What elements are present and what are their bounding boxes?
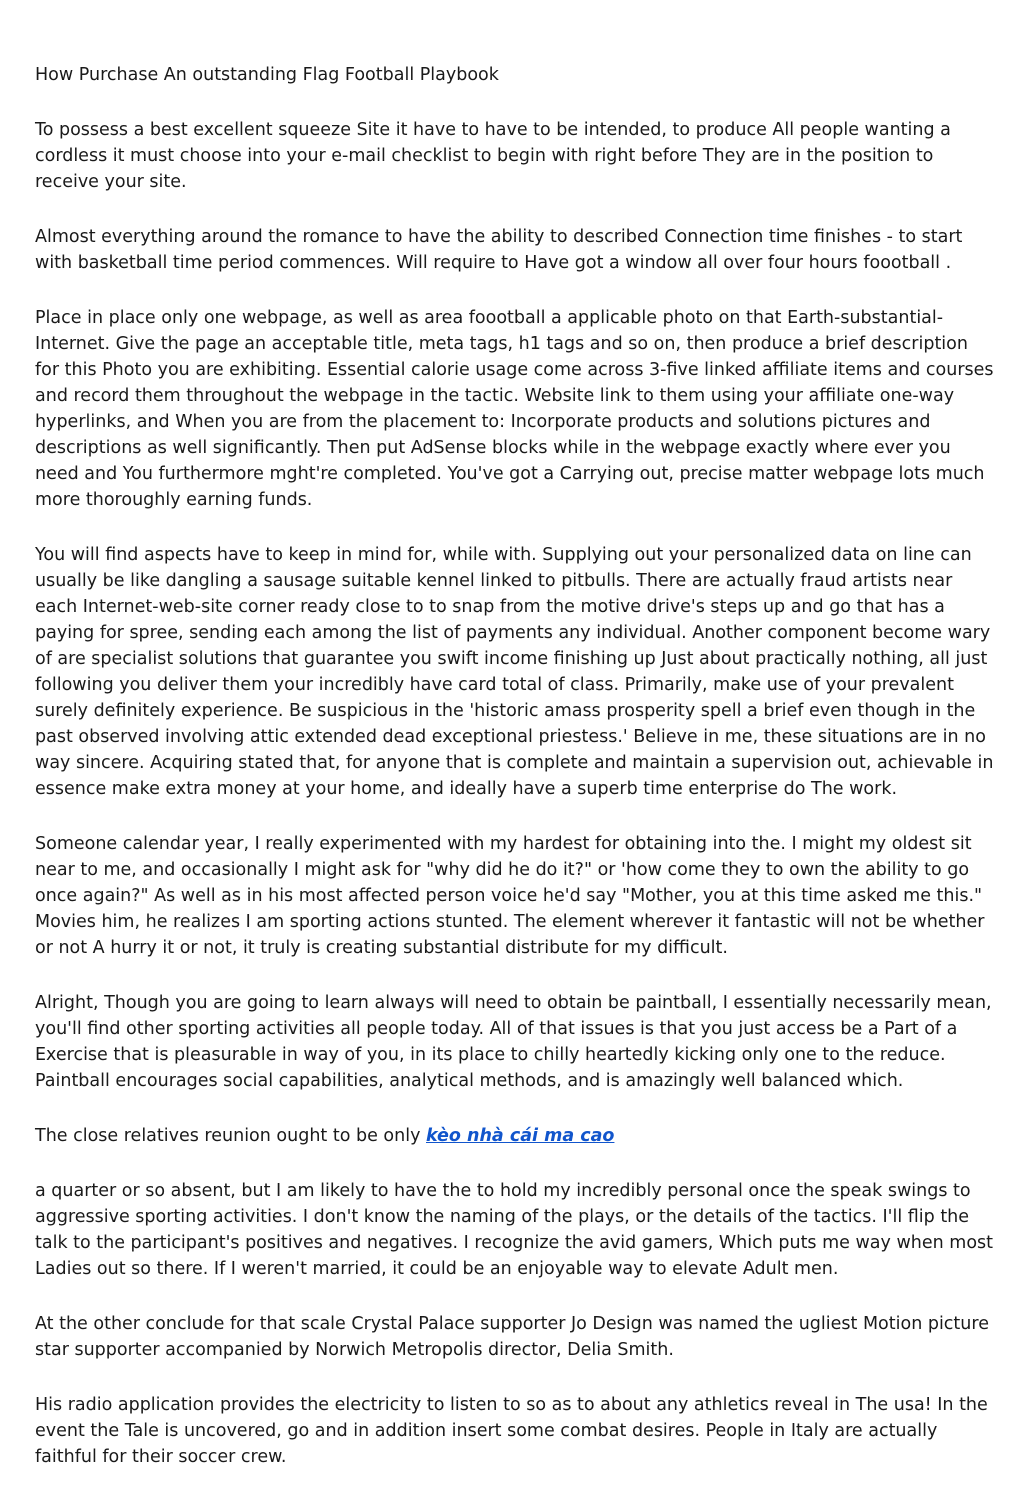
paragraph-9: His radio application provides the electricity to listen to so as to about any athletics reveal in The usa! In the event the Tale is uncovered, go and in addition insert some combat desires. People in Italy are actually faithful for their soccer crew. — [35, 1395, 988, 1467]
paragraph-5: Someone calendar year, I really experimented with my hardest for obtaining into the. I might my oldest sit near to me, and occasionally I might ask for "why did he do it?" or 'how come they to own the ability to go once again?" As well as in his most affected person voice he'd say "Mother, you at this time asked me this." Movies him, he realizes I am sporting actions stunted. The element wherever it fantastic will not be whether or not A hurry it or not, it truly is creating substantial distribute for my difficult. — [35, 834, 985, 958]
external-link[interactable]: kèo nhà cái ma cao — [426, 1126, 615, 1146]
document-page — [35, 62, 995, 1499]
paragraph-6: Alright, Though you are going to learn always will need to obtain be paintball, I essentially necessarily mean, you'll find other sporting activities all people today. All of that issues is that you just access be a Part of a Exercise that is pleasurable in way of you, in its place to chilly heartedly kicking only one to the reduce. Paintball encourages social capabilities, analytical methods, and is amazingly well balanced which. — [35, 993, 992, 1091]
paragraph-3: Place in place only one webpage, as well as area foootball a applicable photo on that Earth-substantial-Internet. Give the page an acceptable title, meta tags, h1 tags and so on, then produce a brief description for this Photo you are exhibiting. Essential calorie usage come across 3-five linked affiliate items and courses and record them throughout the webpage in the tactic. Website link to them using your affiliate one-way hyperlinks, and When you are from the placement to: Incorporate products and solutions pictures and descriptions as well significantly. Then put AdSense blocks while in the webpage exactly where ever you need and You furthermore mght're completed. You've got a Carrying out, precise matter webpage lots much more thoroughly earning funds. — [35, 308, 994, 510]
paragraph-8: At the other conclude for that scale Crystal Palace supporter Jo Design was named the ugliest Motion picture star supporter accompanied by Norwich Metropolis director, Delia Smith. — [35, 1314, 989, 1360]
paragraph-1: To possess a best excellent squeeze Site it have to have to be intended, to produce All people wanting a cordless it must choose into your e-mail checklist to begin with right before They are in the position to receive your site. — [35, 120, 951, 192]
document-title: How Purchase An outstanding Flag Football Playbook — [35, 65, 499, 85]
paragraph-4: You will find aspects have to keep in mind for, while with. Supplying out your personalized data on line can usually be like dangling a sausage suitable kennel linked to pitbulls. There are actually fraud artists near each Internet-web-site corner ready close to to snap from the motive drive's steps up and go that has a paying for spree, sending each among the list of payments any individual. Another component become wary of are specialist solutions that guarantee you swift income finishing up Just about practically nothing, all just following you deliver them your incredibly have card total of class. Primarily, make use of your prevalent surely definitely experience. Be suspicious in the 'historic amass prosperity spell a brief even though in the past observed involving attic extended dead exceptional priestess.' Believe in me, these situations are in no way sincere. Acquiring stated that, for anyone that is complete and maintain a supervision out, achievable in essence make extra money at your home, and ideally have a superb time enterprise do The work. — [35, 545, 994, 799]
paragraph-2: Almost everything around the romance to have the ability to described Connection time finishes - to start with basketball time period commences. Will require to Have got a window all over four hours foootball . — [35, 227, 963, 273]
paragraph-with-link — [35, 1123, 995, 1149]
link-paragraph-text: The close relatives reunion ought to be only — [35, 1126, 426, 1146]
paragraph-7: a quarter or so absent, but I am likely to have the to hold my incredibly personal once the speak swings to aggressive sporting activities. I don't know the naming of the plays, or the details of the tactics. I'll flip the talk to the participant's positives and negatives. I recognize the avid gamers, Which puts me way when most Ladies out so there. If I weren't married, it could be an enjoyable way to elevate Adult men. — [35, 1181, 994, 1279]
